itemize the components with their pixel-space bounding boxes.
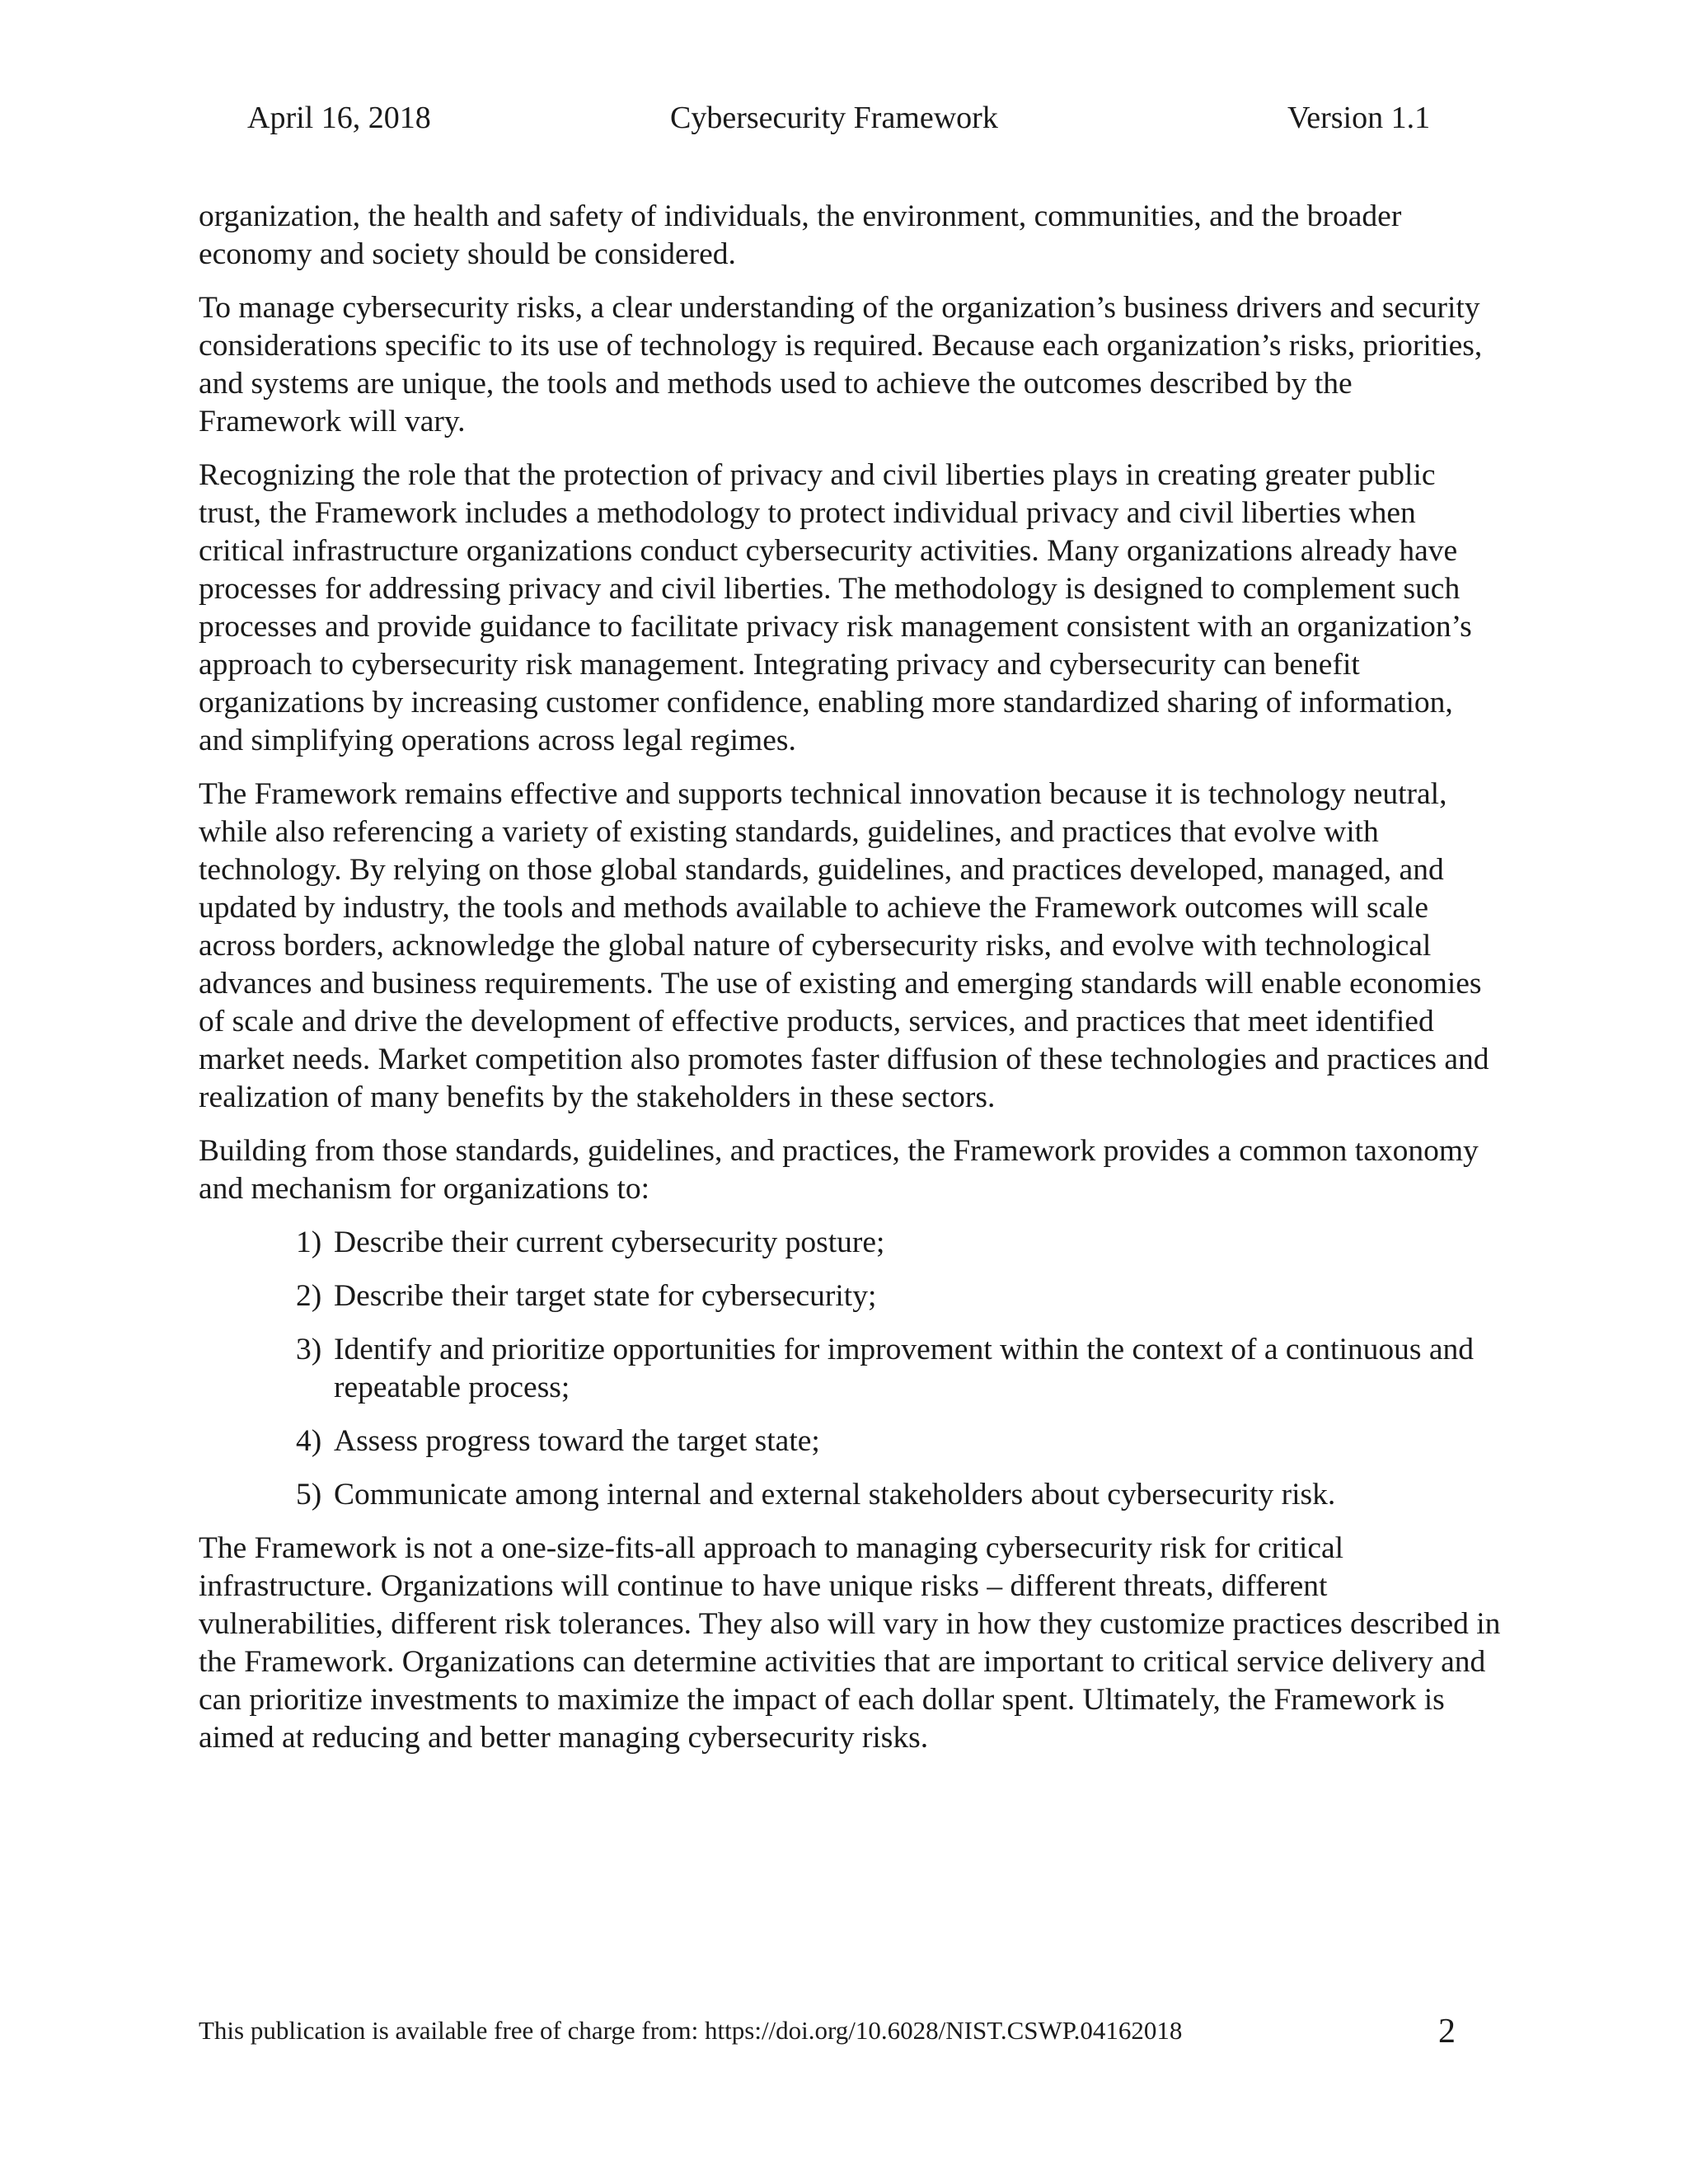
header-title: Cybersecurity Framework (670, 101, 998, 135)
list-item (296, 1476, 1501, 1514)
list-item-text: Describe their target state for cybersecurity; (334, 1279, 877, 1313)
list-item-number: 4) (296, 1424, 322, 1458)
list-item-text: Assess progress toward the target state; (334, 1424, 820, 1458)
header-version: Version 1.1 (1287, 101, 1431, 135)
list-item-text: Identify and prioritize opportunities for improvement within the context of a continuous and repeatable process; (334, 1333, 1474, 1404)
paragraph-privacy: Recognizing the role that the protection of privacy and civil liberties plays in creating greater public trust, the Framework includes a methodology to protect individual privacy and civil liberties when critical infrastructure organizations conduct cybersecurity activities. Many organizations already have processes for addressing privacy and civil liberties. The methodology is designed to complement such processes and provide guidance to facilitate privacy risk management consistent with an organization’s approach to cybersecurity risk management. Integrating privacy and cybersecurity can benefit organizations by increasing customer confidence, enabling more standardized sharing of information, and simplifying operations across legal regimes. (199, 458, 1472, 757)
footer-availability: This publication is available free of charge from: https://doi.org/10.6028/NIST.CSWP.04162018 (199, 2016, 1183, 2045)
paragraph-taxonomy-intro: Building from those standards, guidelines, and practices, the Framework provides a common taxonomy and mechanism for organizations to: (199, 1134, 1479, 1206)
list-item-text: Communicate among internal and external stakeholders about cybersecurity risk. (334, 1478, 1336, 1511)
list-item (296, 1331, 1501, 1407)
page-number: 2 (1438, 2013, 1456, 2050)
list-item-number: 5) (296, 1478, 322, 1511)
paragraph-not-one-size: The Framework is not a one-size-fits-all approach to managing cybersecurity risk for critical infrastructure. Organizations will continue to have unique risks – different threats, different vulnerabilities, different risk tolerances. They also will vary in how they customize practices described in the Framework. Organizations can determine activities that are important to critical service delivery and can prioritize investments to maximize the impact of each dollar spent. Ultimately, the Framework is aimed at reducing and better managing cybersecurity risks. (199, 1531, 1501, 1755)
paragraph-technology-neutral: The Framework remains effective and supports technical innovation because it is technology neutral, while also referencing a variety of existing standards, guidelines, and practices that evolve with technology. By relying on those global standards, guidelines, and practices developed, managed, and updated by industry, the tools and methods available to achieve the Framework outcomes will scale across borders, acknowledge the global nature of cybersecurity risks, and evolve with technological advances and business requirements. The use of existing and emerging standards will enable economies of scale and drive the development of effective products, services, and practices that meet identified market needs. Market competition also promotes faster diffusion of these technologies and practices and realization of many benefits by the stakeholders in these sectors. (199, 777, 1489, 1114)
paragraph-business-drivers: To manage cybersecurity risks, a clear understanding of the organization’s business drivers and security considerations specific to its use of technology is required. Because each organization’s risks, priorities, and systems are unique, the tools and methods used to achieve the outcomes described by the Framework will vary. (199, 291, 1483, 438)
list-item (296, 1422, 1501, 1460)
list-item-number: 2) (296, 1279, 322, 1313)
page-footer (0, 2011, 1688, 2052)
list-item-number: 1) (296, 1226, 322, 1259)
paragraph-continuation: organization, the health and safety of individuals, the environment, communities, and the broader economy and society should be considered. (199, 199, 1402, 271)
framework-purposes-list (199, 1224, 1501, 1514)
page-header (0, 97, 1688, 138)
list-item-number: 3) (296, 1333, 322, 1366)
list-item-text: Describe their current cybersecurity posture; (334, 1226, 885, 1259)
document-body (199, 198, 1501, 1773)
header-date: April 16, 2018 (247, 101, 431, 135)
list-item (296, 1277, 1501, 1315)
list-item (296, 1224, 1501, 1262)
